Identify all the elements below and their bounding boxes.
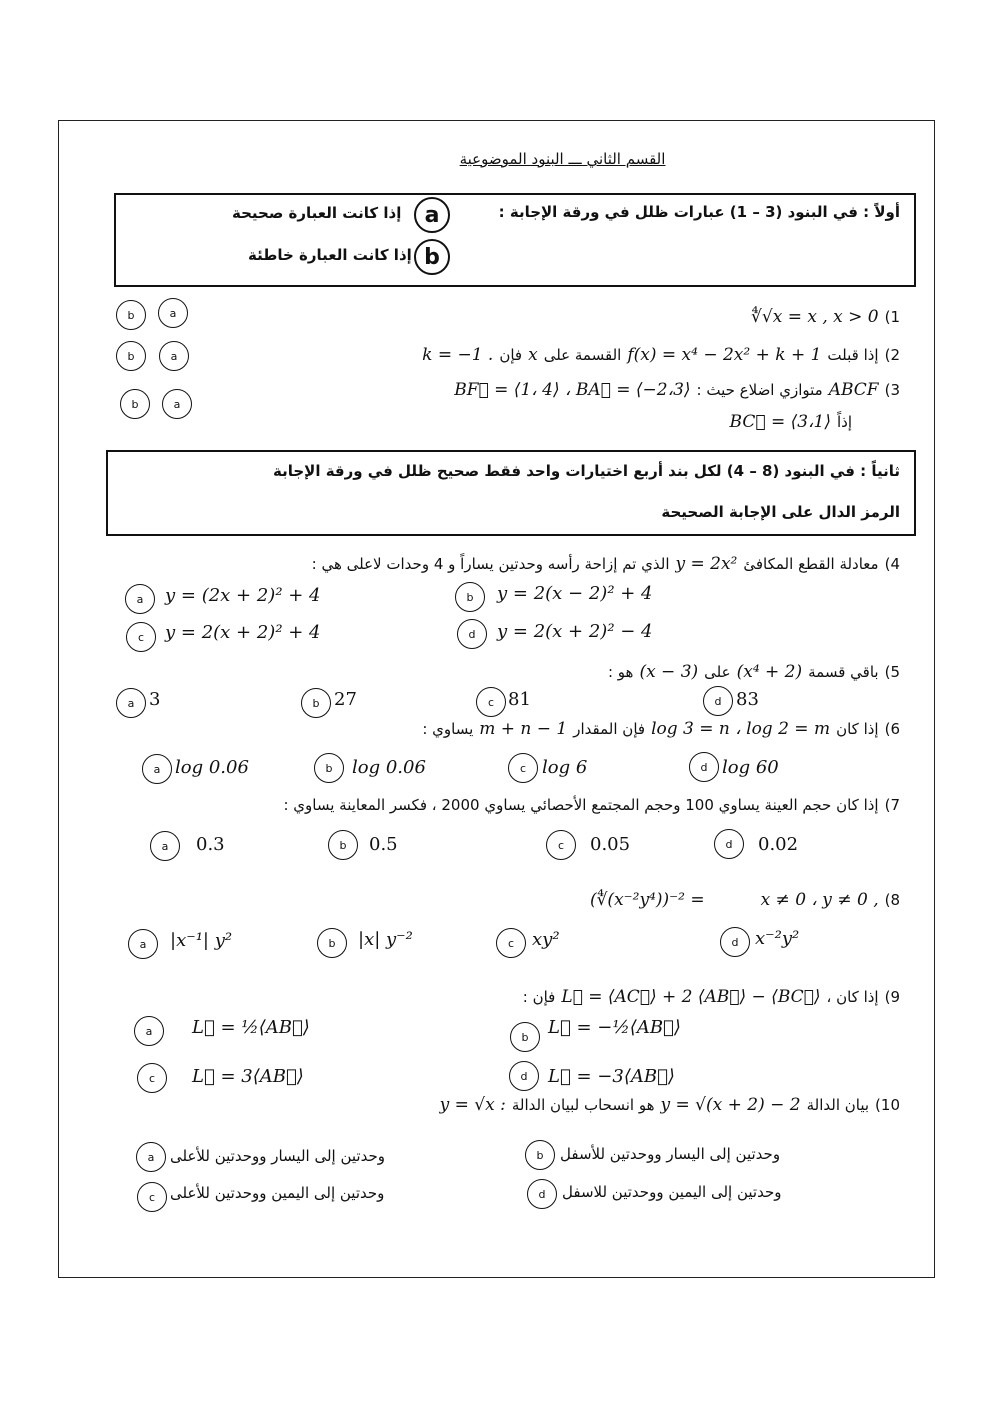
q6-math: log 3 = n ، log 2 = m: [651, 719, 831, 739]
q5-math: (x − 3): [639, 662, 699, 682]
q7-text: إذا كان حجم العينة يساوي 100 وحجم المجتمع الأحصائي يساوي 2000 ، فكسر المعاينة يساوي :: [283, 796, 879, 814]
q5-text: باقي قسمة: [808, 663, 879, 681]
question-7: [283, 796, 900, 814]
q3-number: 3): [884, 381, 900, 399]
q8-option-d-text: x⁻²y²: [755, 928, 800, 949]
q3-math: BC⃗ = ⟨3،1⟩: [729, 412, 831, 432]
q10-option-b[interactable]: b: [525, 1140, 555, 1170]
q6-option-d[interactable]: d: [689, 752, 719, 782]
q8-option-c[interactable]: c: [496, 928, 526, 958]
question-5: [608, 662, 900, 682]
q2-text: فإن: [499, 346, 523, 364]
q10-option-d-text: وحدتين إلى اليمين ووحدتين للاسفل: [562, 1183, 782, 1201]
q1-number: 1): [884, 308, 900, 326]
q10-math: y = √(x + 2) − 2: [660, 1095, 801, 1115]
question-10: [440, 1095, 900, 1115]
legend-b-circle: b: [414, 239, 450, 275]
q9-option-d-text: L⃗ = −3⟨AB⃗⟩: [548, 1066, 675, 1087]
q7-number: 7): [884, 796, 900, 814]
q9-option-a-text: L⃗ = ½⟨AB⃗⟩: [192, 1017, 310, 1038]
q4-option-d[interactable]: d: [457, 619, 487, 649]
q4-option-a[interactable]: a: [125, 584, 155, 614]
q5-option-c-text: 81: [508, 689, 531, 710]
q5-text: على: [704, 663, 731, 681]
q8-option-a-text: |x⁻¹| y²: [170, 930, 233, 951]
q9-math: L⃗ = ⟨AC⃗⟩ + 2 ⟨AB⃗⟩ − ⟨BC⃗⟩: [561, 987, 821, 1007]
q8-math: (∜(x⁻²y⁴))⁻² =: [589, 890, 705, 910]
legend-b-text: إذا كانت العبارة خاطئة: [248, 246, 412, 264]
question-9: [523, 987, 900, 1007]
q7-option-c-text: 0.05: [590, 834, 631, 855]
q10-option-a-text: وحدتين إلى اليسار ووحدتين للأعلى: [170, 1147, 385, 1165]
q5-option-a-text: 3: [149, 689, 161, 710]
q5-option-b-text: 27: [334, 689, 357, 710]
part2-line2: [661, 503, 900, 521]
q5-number: 5): [884, 663, 900, 681]
q1-option-a[interactable]: a: [158, 298, 188, 328]
q4-text: الذي تم إزاحة رأسه وحدتين يساراً و 4 وحدات لاعلى هي :: [311, 555, 670, 573]
q6-option-c[interactable]: c: [508, 753, 538, 783]
part1-heading-text: أولاً : في البنود (3 – 1) عبارات ظلل في ورقة الإجابة :: [498, 203, 900, 221]
q1-math: ∜√x = x , x > 0: [751, 307, 879, 327]
q3-text: متوازي اضلاع حيث :: [696, 381, 823, 399]
legend-a-circle: a: [414, 197, 450, 233]
q6-option-d-text: log 60: [722, 757, 779, 778]
question-3: [454, 380, 900, 400]
q8-option-d[interactable]: d: [720, 927, 750, 957]
q6-text: يساوي :: [422, 720, 474, 738]
q7-option-a-text: 0.3: [196, 834, 225, 855]
q4-option-d-text: y = 2(x + 2)² − 4: [497, 621, 653, 642]
q7-option-d[interactable]: d: [714, 829, 744, 859]
q7-option-b-text: 0.5: [369, 834, 398, 855]
q10-option-d[interactable]: d: [527, 1179, 557, 1209]
q8-option-b-text: |x| y⁻²: [358, 929, 413, 950]
q10-option-b-text: وحدتين إلى اليسار ووحدتين للأسفل: [560, 1145, 781, 1163]
q5-math: (x⁴ + 2): [736, 662, 803, 682]
q4-option-b[interactable]: b: [455, 582, 485, 612]
question-1: [751, 307, 900, 327]
q4-text: معادلة القطع المكافئ: [743, 555, 879, 573]
q3-option-b[interactable]: b: [120, 389, 150, 419]
q10-option-a[interactable]: a: [136, 1142, 166, 1172]
q2-text: إذا قبلت: [827, 346, 879, 364]
q10-option-c-text: وحدتين إلى اليمين ووحدتين للأعلى: [170, 1184, 385, 1202]
q8-option-b[interactable]: b: [317, 928, 347, 958]
question-4: [312, 554, 900, 574]
q10-math: y = √x :: [439, 1095, 506, 1115]
q7-option-b[interactable]: b: [328, 830, 358, 860]
q2-number: 2): [884, 346, 900, 364]
q4-number: 4): [884, 555, 900, 573]
q9-option-d[interactable]: d: [509, 1061, 539, 1091]
q5-text: هو :: [607, 663, 634, 681]
part2-text: الرمز الدال على الإجابة الصحيحة: [661, 503, 900, 521]
q8-option-c-text: xy²: [532, 929, 560, 950]
q5-option-c[interactable]: c: [476, 687, 506, 717]
q5-option-a[interactable]: a: [116, 688, 146, 718]
q2-text: القسمة على: [543, 346, 622, 364]
q7-option-a[interactable]: a: [150, 831, 180, 861]
q2-math: k = −1 .: [422, 345, 494, 365]
q9-option-b-text: L⃗ = −½⟨AB⃗⟩: [548, 1017, 681, 1038]
q9-option-b[interactable]: b: [510, 1022, 540, 1052]
q5-option-d[interactable]: d: [703, 686, 733, 716]
q6-option-b-text: log 0.06: [352, 757, 426, 778]
question-2: [422, 345, 900, 365]
q8-number: 8): [884, 891, 900, 909]
q4-option-a-text: y = (2x + 2)² + 4: [165, 585, 321, 606]
q4-option-b-text: y = 2(x − 2)² + 4: [497, 583, 653, 604]
q3-option-a[interactable]: a: [162, 389, 192, 419]
part2-text: ثانياً : في البنود (8 – 4) لكل بند أربع اختيارات واحد فقط صحيح ظلل في ورقة الإجابة: [272, 462, 900, 480]
legend-a-text: إذا كانت العبارة صحيحة: [232, 204, 402, 222]
part1-heading: [499, 203, 900, 221]
q7-option-d-text: 0.02: [758, 834, 799, 855]
q7-option-c[interactable]: c: [546, 830, 576, 860]
q10-number: 10): [875, 1096, 900, 1114]
q9-option-c[interactable]: c: [137, 1063, 167, 1093]
q5-option-d-text: 83: [736, 689, 759, 710]
question-3-line2: [730, 412, 852, 432]
q8-math: x ≠ 0 ، y ≠ 0 ,: [760, 890, 879, 910]
q3-text: إذاً: [836, 413, 852, 431]
q2-math: f(x) = x⁴ − 2x² + k + 1: [627, 345, 822, 365]
q9-text: فإن :: [522, 988, 556, 1006]
question-8: [590, 890, 900, 910]
q5-option-b[interactable]: b: [301, 688, 331, 718]
q1-option-b[interactable]: b: [116, 300, 146, 330]
q6-text: إذا كان: [836, 720, 879, 738]
q9-text: إذا كان ،: [826, 988, 879, 1006]
q10-text: بيان الدالة: [806, 1096, 870, 1114]
q6-option-c-text: log 6: [542, 757, 588, 778]
q4-option-c-text: y = 2(x + 2)² + 4: [165, 622, 321, 643]
q6-option-a[interactable]: a: [142, 754, 172, 784]
q4-math: y = 2x²: [675, 554, 738, 574]
q6-math: m + n − 1: [479, 719, 568, 739]
q2-math: x: [528, 345, 538, 365]
q6-text: فإن المقدار: [573, 720, 646, 738]
q2-option-b[interactable]: b: [116, 341, 146, 371]
q3-math: ABCF: [828, 380, 879, 400]
q2-option-a[interactable]: a: [159, 341, 189, 371]
q9-number: 9): [884, 988, 900, 1006]
q8-option-a[interactable]: a: [128, 929, 158, 959]
question-6: [422, 719, 900, 739]
section-title: القسم الثاني ـــ البنود الموضوعية: [459, 150, 666, 168]
q6-number: 6): [884, 720, 900, 738]
q6-option-a-text: log 0.06: [175, 757, 249, 778]
q9-option-c-text: L⃗ = 3⟨AB⃗⟩: [192, 1066, 304, 1087]
q6-option-b[interactable]: b: [314, 753, 344, 783]
q10-text: هو انسحاب لبيان الدالة: [511, 1096, 655, 1114]
q10-option-c[interactable]: c: [137, 1182, 167, 1212]
q9-option-a[interactable]: a: [134, 1016, 164, 1046]
q4-option-c[interactable]: c: [126, 622, 156, 652]
part2-line1: [273, 462, 900, 480]
q3-math: BF⃗ = ⟨1، 4⟩ ، BA⃗ = ⟨−2،3⟩: [454, 380, 691, 400]
